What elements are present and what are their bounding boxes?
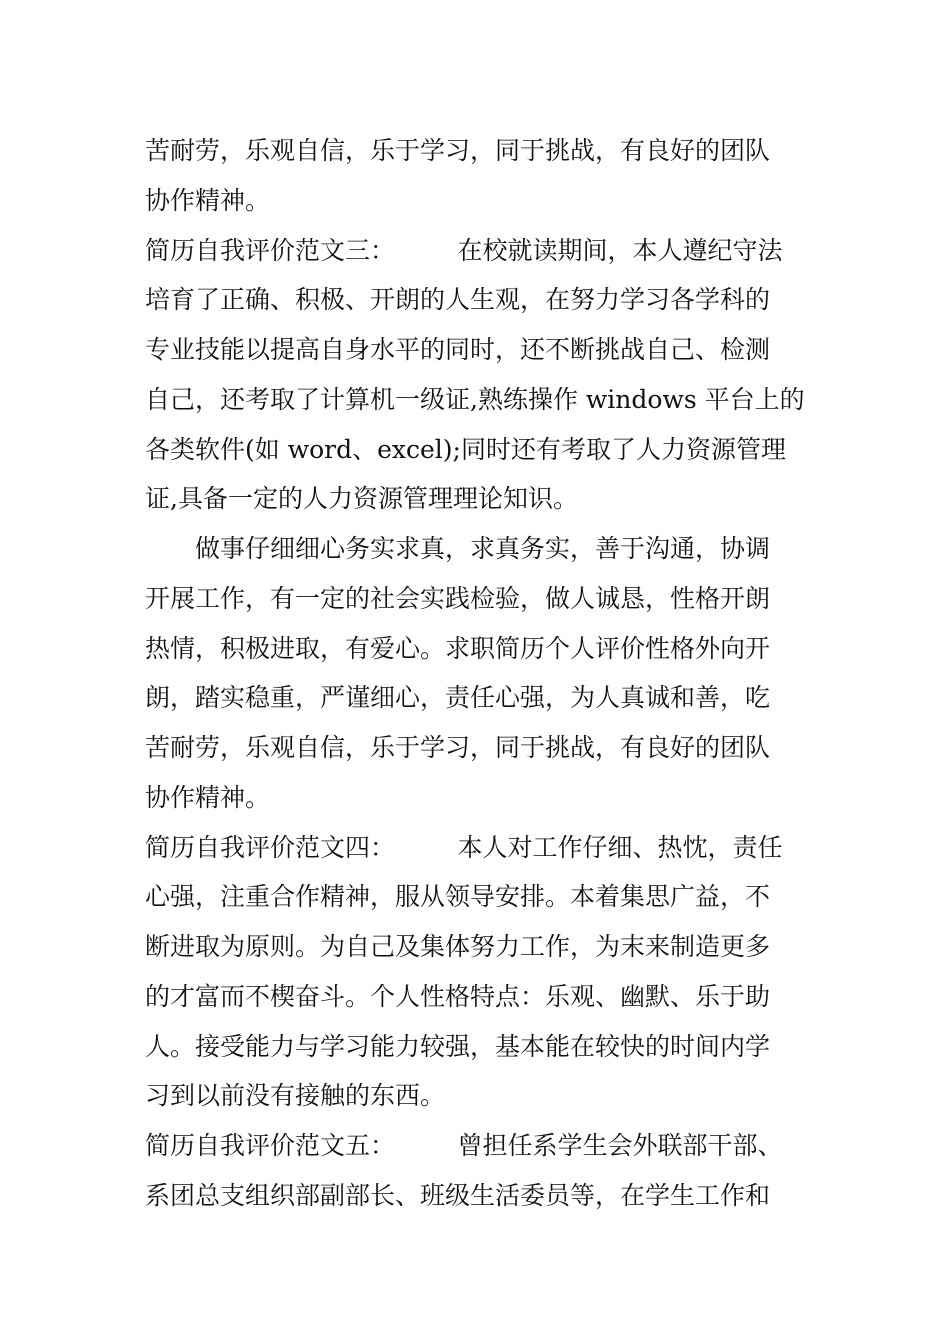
text-line: 热情，积极进取，有爱心。求职简历个人评价性格外向开 [145, 633, 771, 663]
text-line: 开展工作，有一定的社会实践检验，做人诚恳，性格开朗 [145, 583, 771, 613]
text-line: 的才富而不楔奋斗。个人性格特点：乐观、幽默、乐于助 [145, 981, 771, 1011]
text-line: 自己，还考取了计算机一级证,熟练操作 windows 平台上的 [145, 384, 805, 414]
text-line: 苦耐劳，乐观自信，乐于学习，同于挑战，有良好的团队 [145, 136, 771, 165]
text-line: 做事仔细细心务实求真，求真务实，善于沟通，协调 [145, 534, 771, 563]
text-line: 协作精神。 [145, 782, 271, 812]
text-line: 证,具备一定的人力资源管理理论知识。 [145, 484, 578, 514]
text-line: 简历自我评价范文五： 曾担任系学生会外联部干部、 [145, 1131, 783, 1160]
text-line: 人。接受能力与学习能力较强，基本能在较快的时间内学 [145, 1031, 771, 1061]
text-line: 苦耐劳，乐观自信，乐于学习，同于挑战，有良好的团队 [145, 733, 771, 762]
text-line: 习到以前没有接触的东西。 [145, 1081, 446, 1111]
text-line: 协作精神。 [145, 185, 271, 215]
text-line: 断进取为原则。为自己及集体努力工作，为末来制造更多 [145, 932, 771, 961]
text-line: 培育了正确、积极、开朗的人生观，在努力学习各学科的 [145, 285, 771, 315]
document-body [145, 126, 809, 1221]
text-line: 系团总支组织部副部长、班级生活委员等，在学生工作和 [145, 1180, 771, 1210]
text-line: 心强，注重合作精神，服从领导安排。本着集思广益，不 [145, 882, 771, 912]
text-line: 各类软件(如 word、excel);同时还有考取了人力资源管理 [145, 434, 786, 464]
text-line: 简历自我评价范文三： 在校就读期间，本人遵纪守法 [145, 235, 783, 265]
text-line: 专业技能以提高自身水平的同时，还不断挑战自己、检测 [145, 335, 771, 364]
text-line: 朗，踏实稳重，严谨细心，责任心强，为人真诚和善，吃 [145, 683, 771, 713]
text-line: 简历自我评价范文四： 本人对工作仔细、热忱，责任 [145, 832, 783, 862]
